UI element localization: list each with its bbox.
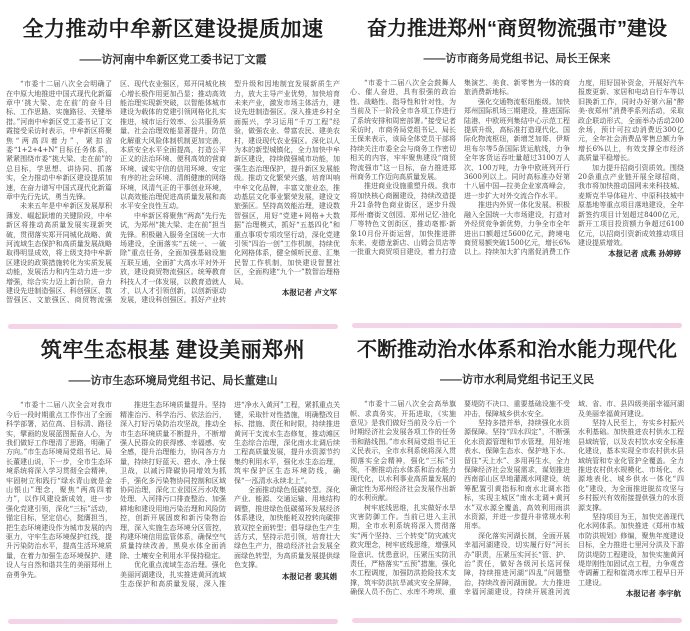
paragraph: 深化落实河湖长制，全面开展幸福河湖建设，切实履行好“河长办”职责，压紧压实河长“管、护、治”责任，做好各级河长巡河保障，持续推进河湖“四乱”问题整治，持续改善河湖面貌。大力推进幸福河湖建设，持续开展淮河流域、省、市、县四级美丽幸福河湖及美丽幸福黄河建设。	[464, 400, 684, 597]
paragraph: “市委十二届八次全会明确了在中原大地推进中国式现代化新篇章中‘挑大梁、走在前’的奋斗目标、工作思路、实施路径、关键举措。”河南中牟新区党工委书记丁文霞接受采访时表示，中牟新区将聚焦“两高四着力”，紧扣省委“1+2+4+N”目标任务体系，紧紧围绕市委“挑大梁、走在前”的总目标，学思想、讲协同、抓落实，全力推动中牟新区建设提质加速，在奋力谱写中国式现代化新篇章中先行先试，勇当先锋。	[6, 80, 112, 202]
article-headline: 奋力推进郑州“商贸物流强市”建设	[367, 18, 667, 40]
paragraph: 优化重点流域生态治理。强化美丽河湖建设，扎实推进黄河流域生态保护和高质量发展，深入推进“净水入黄河”工程，紧抓重点关键，采取针对性措施，明确整改目标、措施、责任和时限，持续推进黄河干支流水生态修复，推动滩区生态综合治理，深化南水北调后续工程高质量发展，提升水资源节约集约利用水平，强化水生态治理，筑牢保护区生态环境防线，确保“一泓清水永续北上”。	[120, 401, 340, 588]
section-divider	[352, 323, 682, 328]
article-region-zhishui[interactable]	[350, 333, 684, 628]
article-subtitle: ——访市生态环境局党组书记、局长董建山	[68, 375, 278, 388]
paragraph: “市委十二届八次全会鼓舞人心、催人奋进，具有很强的政治性、战略性、指导性和针对性，为当前及下一阶段全市各项工作进行了系统安排和周密部署。”接受记者采访时，市商务局党组书记、局长王保来表示，该局全体党员干部将持续关注市委全会与商务工作密切相关的内容，牢牢聚焦建设“商贸物流强市”这一目标，奋力推进郑州商务工作迈向高质量发展。	[350, 79, 456, 182]
article-region-shengtai[interactable]	[6, 333, 340, 628]
paragraph: 中牟新区将聚焦“两高”先行先试，为郑州“挑大梁、走在前”担当先锋。积极融入服务全国统一大市场建设，全面落实“五统一、一破除”重点任务，全面加强基础设施互联互通，全面扩大高水平对外开放，建设商贸物流强区。统筹教育科技人才一体发展，以教育造就人才，以人才引领创新，以创新驱动发展，建设科创强区。抓好产业转型升级和因地制宜发展新质生产力，放大主导产业优势，加快培育未来产业，激发市场主体活力，建设先进制造强区。深入推进乡村全面振兴，学习运用“千万工程”经验，做强农业、带富农民、建美农村，建设现代农业强区。深化以人为本的新型城镇化，全力加快中牟新区建设，持续做强城市功能，加强生态治理保护，提升新区发展能级。推动文化繁荣兴盛，培育叫响中牟文化品牌，丰富文旅业态，推动基层文化事业繁荣发展，建设文旅强区。坚持高效能治理，建设数智强区，用好“党建+网格+大数据”治理模式，抓好“五基四化”和重点事项专项攻坚行动，深化党建引领“四治一创”工作机制，持续优化网格体系，健全倾听民意、汇集民智工作机制，加快建设智慧社区，全面构建“九个一”数智治理格局。	[120, 80, 340, 305]
section-divider	[8, 324, 338, 329]
paragraph: 推进生态环境质量提升。坚持精准治污、科学治污、依法治污，深入打好污染防治攻坚战，推动全市生态环境质量不断提升，不断增强人民群众的获得感、幸福感、安全感，提升治理能力，协同各方力量，持续打好蓝天、碧水、净土保卫战，以减污降碳协同增效为抓手，强化多污染物协同控制和区域协同治理，深化工业园区污水收集处理、入河排污口排查整治、加强耕地和建设用地污染治理和风险防控，创新开展固废和新污染物治理，深入实施生态环境分区管控，构建环境信用监管体系，确保空气质量持续改善，黑臭水体全面消除、土壤安全利用水平保持稳定。	[120, 401, 226, 560]
article-headline: 不断推动治水体系和治水能力现代化	[357, 339, 677, 362]
paragraph: 坚持项目为王，加快完善现代化水网体系。加快推进《郑州市城市防洪规划》修编，聚焦年度建设目标，全力推进七里河分洪及下游防洪堤防工程建设，加快实施黄河堤岸刚性加固试点工程，力争观音寺调蓄工程和崔湾水库工程早日开工建设。	[578, 513, 684, 587]
paragraph: 未来五年是中牟新区发展厚积薄发、崛起跃增的关键阶段，中牟新区将推动高质量发展实现新突破，贯彻落实郑开同城化战略、黄河流域生态保护和高质量发展战略取得明显成效，将上级支持中牟新区建设的政策措施转化为实质发展动能，发展活力和内生动力进一步增强，综合实力迈上新台阶，奋力建设先进制造强区、科创强区、数智强区、文旅强区、商贸物流强区、现代农业强区，郑开同城化核心增长极作用更加凸显；推动高效能治理实现新突破，以智能体城市建设为载体的党建引领网格化扎实推进，城市运行效率、公共服务质量、社会治理效能显著提升，防范化解重大风险体制机制更加完善，本质安全水平全面提高，打造公平正义的法治环境、便利高效的营商环境、诚实守信的信用环境、安定有序的社会环境、清朗健康的网络环境，风清气正的干事创业环境，以高效能治理促进高质量发展和高水平安全良性互动。	[6, 80, 226, 305]
paragraph: 推进内外贸一体化发展。积极融入全国统一大市场建设，打造对外经贸竞争新优势，力争全市全年进出口额超过5600亿元，跨境电商贸易额突破1500亿元，增长6%以上。持续加大扩内需促消费工作力度，用好国补资金，开展好汽车报废更新、家居和电动自行车等以旧换新工作，同时办好第六届“醉美·夜郑州”消费季系列活动，采取政企联动形式，全面举办活动200余场，预计可拉动消费近300亿元，全年社会消费品零售总额力争增长6%以上，有效支撑全市经济高质量平稳增长。	[464, 79, 684, 257]
paragraph: 强化交通物流枢纽能级。加快郑州国际机场三期建设，推进国际陆港、中欧班列集结中心示范工程提质升级，高标准打造现代化、国际化物流枢纽，新增芝加哥、伊斯坦布尔等5条国际货运航线，力争全年客货运吞吐量超过3100万人次、100万吨，力争中欧班列开行3600列以上。同时高标准办好第十八届中国—拉美企业家高峰会，进一步扩大对外交流合作水平。	[464, 97, 570, 200]
paragraph: “市委十二届八次全会高举旗帜、求真务实，开拓进取，《实施意见》是我们做好当前及今后一个时期经济社会发展各项工作的任务书和路线图。”市水利局党组书记王义民表示，全市水利系统将深入贯彻落实全会精神，强化“三标”引领，不断推动治水体系和治水能力现代化，以水利事业高质量发展的确定性为郑州经济社会发展作出新的水利贡献。	[350, 400, 456, 503]
article-region-zhongmou[interactable]	[6, 6, 340, 333]
paragraph: 坚持人民至上，夯实乡村振兴水利基础。加快推进农村供水工程县域统管，以及农村饮水安全标准化建设，基本实现全市农村供水县域统管和专业化管护全覆盖。全力推进农村供水规模化、市场化、水源地表化、城乡供水一体化“四化”建设，为全面推进脱贫攻坚与乡村振兴有效衔接提供强力的水资源支撑。	[578, 418, 684, 512]
article-headline: 筑牢生态根基 建设美丽郑州	[40, 339, 306, 363]
article-subtitle: ——访河南中牟新区党工委书记丁文霞	[79, 54, 267, 67]
reporter-byline: 本报记者 卢文军	[281, 288, 337, 298]
article-subtitle: ——访市商务局党组书记、局长王保来	[423, 53, 611, 65]
article-body	[350, 400, 684, 612]
section-divider	[8, 619, 338, 624]
reporter-byline: 本报记者 裴其娟	[281, 571, 337, 581]
paragraph: 推进商业设施重塑升级。我市将加快核心商圈建设，持续改造提升21条特色商业街区，逐步升级郑州·磨街文创园、郑州记忆·油化厂等特色文创街区，推动亳都·新象10月份开街运营，加快推进胖东来、麦德龙新店、山姆会员店等一批重大商贸项目建设，着力打造集演艺、美食、新零售为一体的商旅消费新地标。	[350, 79, 570, 257]
paragraph: 坚持多措并举，持续强化水资源保障。坚持“四水四定”，不断强化水资源管理和节水管理，用好地表水、保障生态水、保护地下水、留住“天上水”、多用再生水，全力保障经济社会发展需求，谋划推进西南部山区旱地灌溉水网建设，统筹配置引黄指标和南水北调水指标，实现主城区“南水北调+黄河水”双水源全覆盖，高效利用雨洪水资源，并进一步提升非常规水利用率。	[464, 418, 570, 531]
article-body	[350, 79, 684, 317]
article-region-shangmao[interactable]	[350, 6, 684, 333]
paragraph: 树牢底线思维，扎实做好水旱灾害防御工作。当前已进入主汛期，全市水利系统将深入贯彻落实“两个坚持、三个转变”防灾减灾救灾理念，树牢底线思维，增强风险意识、忧患意识，压紧压实防汛责任，严格落实“五预”措施，强化水工程调度，加强防洪抢险技术支撑，筑牢防洪抗旱减灾安全屏障，确保人员不伤亡、水库不垮坝、重要堤防不决口、重要基础设施不受冲击，保障城乡供水安全。	[350, 400, 570, 597]
article-body	[6, 80, 340, 318]
reporter-byline: 本报记者 成燕 孙婷婷	[608, 249, 681, 259]
paragraph: 加力提升招商引资质效。围绕20条重点产业链开展全球招商，我市将加快推动国网未来科技城、麦斯克半导体硅片、中原科技城中原基地等重点项目落地建设，全年新签约项目计划超过8400亿元，新开工项目投资额力争超过6100亿元，以招商引资新成效推动项目建设提质增效。	[578, 163, 684, 247]
paragraph: “市委十二届八次全会对我市今后一段时期重点工作作出了全面科学部署，站位高、目标清、路径实，擘画的发展蓝图振奋人心，为我们做好工作理清了思路，明确了方向。”市生态环境局党组书记、局长董建山说，下一步，全市生态环境系统将深入学习贯彻全会精神，牢固树立和践行“绿水青山就是金山银山”理念，聚焦“两高四着力”，以作风建设新成效，进一步强化党建引领，深化“三标”活动，锚定目标，坚定信心，挺膺担当，把生态环境建设作为城市发展的内驱力，守牢生态环境保护红线，提升污染防治水平，提高生活环境质量，在着力加强生态环境保护、建设人与自然和谐共生的美丽郑州上奋勇争先。	[6, 401, 112, 579]
article-subtitle: ——访市水利局党组书记王义民	[440, 374, 594, 387]
articles-grid	[6, 6, 684, 628]
reporter-byline: 本报记者 李宇航	[625, 589, 681, 599]
section-divider	[352, 618, 682, 623]
paragraph: 全面推动绿色低碳转型。深化产业、能源、交通运输、用地结构调整，推进绿色低碳循环发展经济体系建设，加快能耗双控转向碳排放双控全面转型；倡导绿色生产生活方式，坚持示范引领，培育壮大绿色生产力，推动经济社会发展全面绿色转型，为高质量发展提供绿色支撑。	[234, 485, 340, 570]
article-body	[6, 401, 340, 613]
article-headline: 全力推动中牟新区建设提质加速	[22, 18, 324, 41]
